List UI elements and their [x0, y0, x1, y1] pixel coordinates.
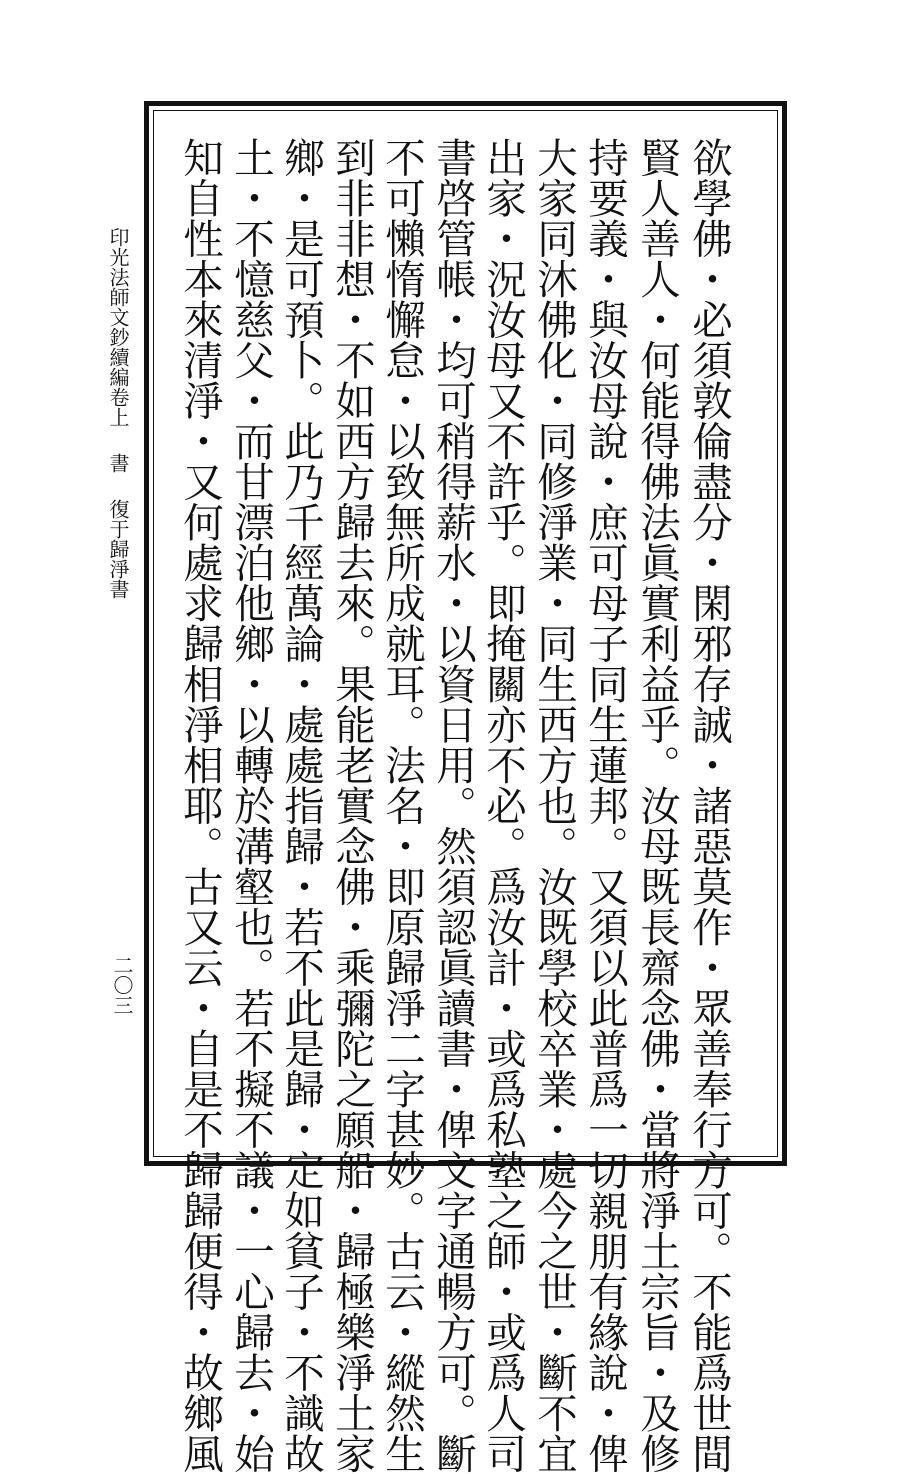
page-number: 二〇三 [110, 955, 134, 1015]
text-column-1: 欲學佛・必須敦倫盡分・閑邪存誠・諸惡莫作・眾善奉行方可。不能爲世間 [685, 137, 733, 1474]
text-column-3: 持要義・與汝母說・庶可母子同生蓮邦。又須以此普爲一切親朋有緣說・俾 [581, 137, 629, 1474]
text-column-6: 書啓管帳・均可稍得薪水・以資日用。然須認眞讀書・俾文字通暢方可。斷 [429, 137, 477, 1474]
section-label: 書 [106, 453, 130, 473]
text-column-10: 土・不憶慈父・而甘漂泊他鄉・以轉於溝壑也。若不擬不議・一心歸去・始 [227, 137, 275, 1474]
text-column-7: 不可懶惰懈怠・以致無所成就耳。法名・即原歸淨二字甚妙。古云・縱然生 [378, 137, 426, 1474]
text-column-9: 鄉・是可預卜。此乃千經萬論・處處指歸・若不此是歸・定如貧子・不識故 [277, 137, 325, 1474]
running-header [106, 227, 130, 599]
text-column-11: 知自性本來清淨・又何處求歸相淨相耶。古又云・自是不歸歸便得・故鄉風 [176, 137, 224, 1474]
text-column-5: 出家・況汝母又不許乎。即掩關亦不必。爲汝計・或爲私塾之師・或爲人司 [479, 137, 527, 1474]
text-column-8: 到非非想・不如西方歸去來。果能老實念佛・乘彌陀之願船・歸極樂淨土家 [328, 137, 376, 1474]
book-title: 印光法師文鈔續編卷上 [106, 227, 130, 427]
text-column-4: 大家同沐佛化・同修淨業・同生西方也。汝既學校卒業・處今之世・斷不宜 [530, 137, 578, 1474]
letter-title: 復于歸淨書 [106, 499, 130, 599]
text-column-2: 賢人善人・何能得佛法眞實利益乎。汝母既長齋念佛・當將淨土宗旨・及修 [633, 137, 681, 1474]
